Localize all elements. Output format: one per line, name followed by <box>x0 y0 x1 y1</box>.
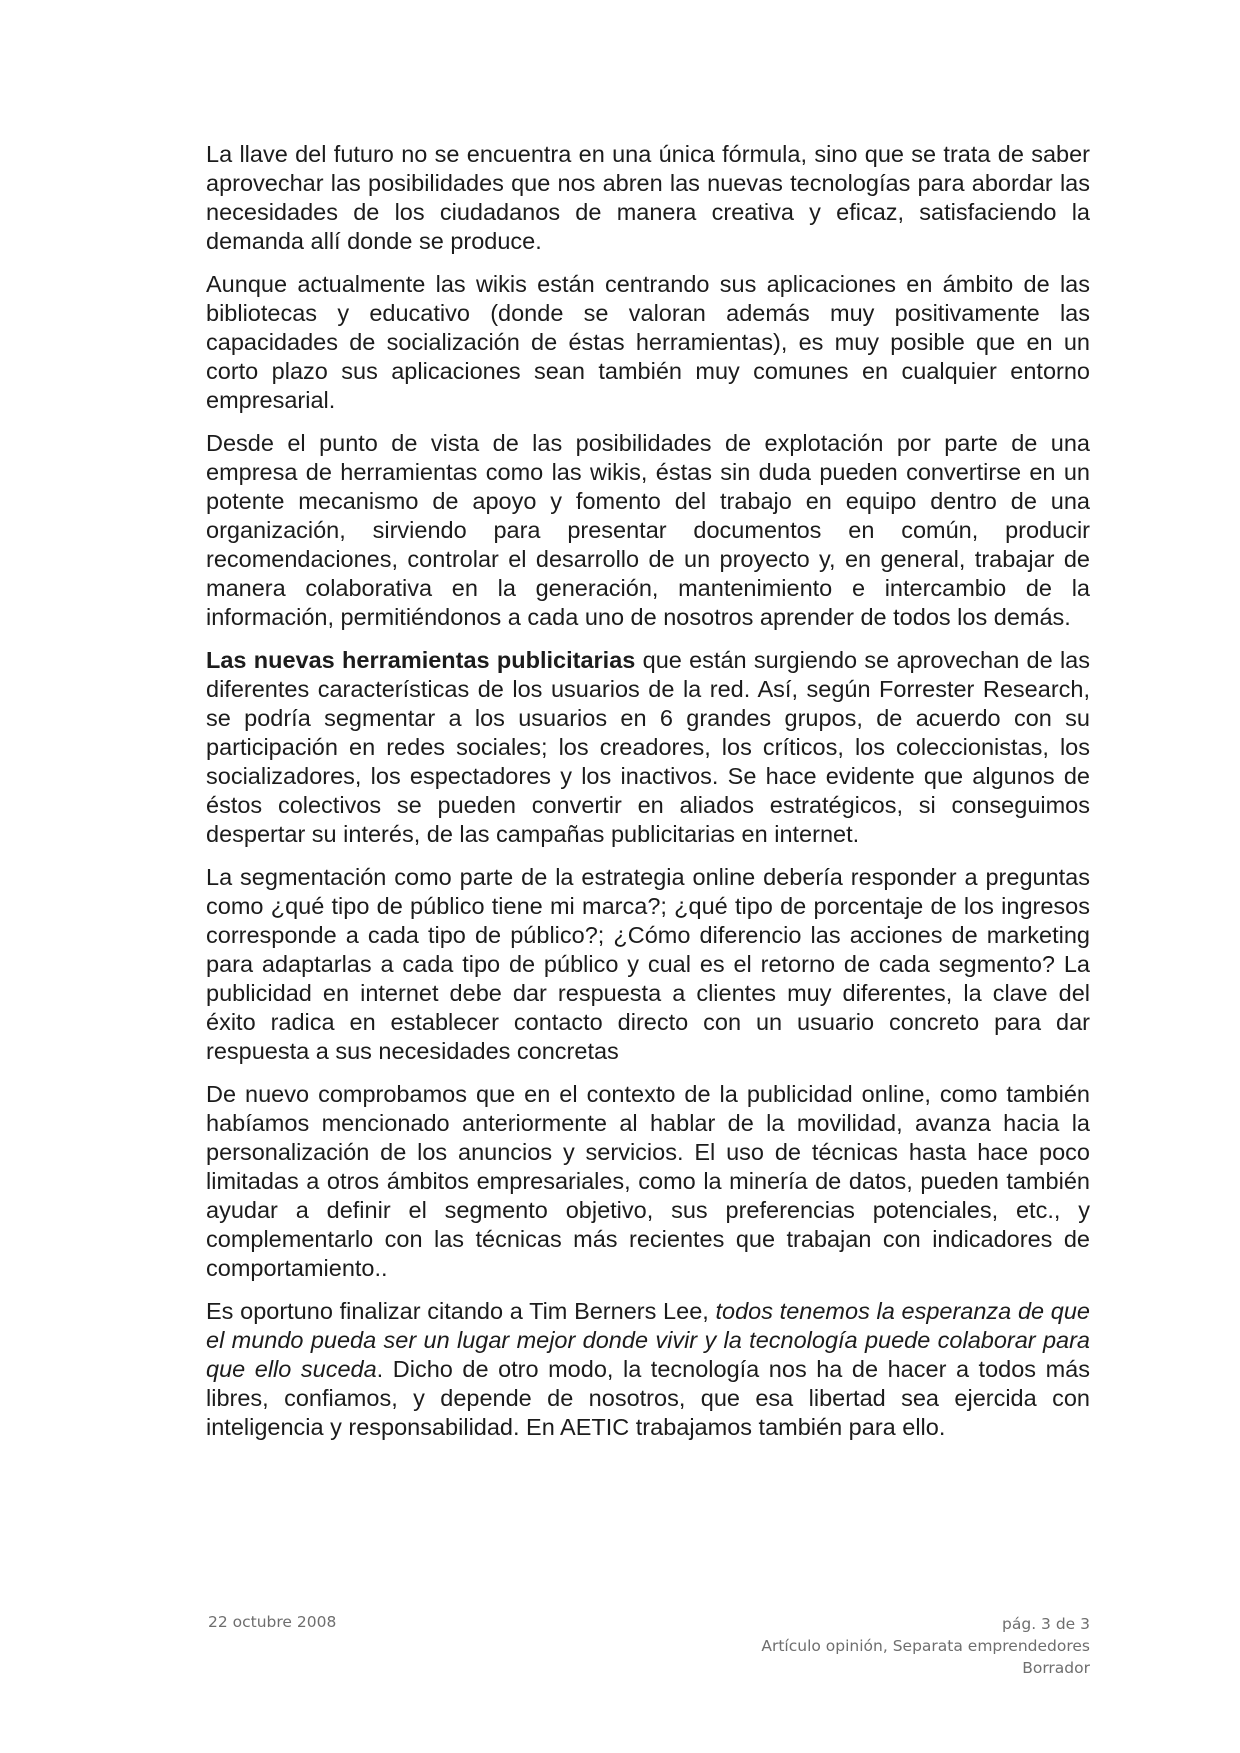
footer-info <box>761 1613 1090 1679</box>
footer-doc-title: Artículo opinión, Separata emprendedores <box>761 1637 1090 1655</box>
conclusion-lead: Es oportuno finalizar citando a Tim Berners Lee, <box>206 1298 716 1324</box>
paragraph-wikis-applications: Aunque actualmente las wikis están centrando sus aplicaciones en ámbito de las bibliotecas y educativo (donde se valoran además muy positivamente las capacidades de socialización de éstas herramientas), es muy posible que en un corto plazo sus aplicaciones sean también muy comunes en cualquier entorno empresarial. <box>206 271 1090 413</box>
footer-date: 22 octubre 2008 <box>208 1613 337 1631</box>
conclusion-tail: . Dicho de otro modo, la tecnología nos ha de hacer a todos más libres, confiamos, y depende de nosotros, que esa libertad sea ejercida con inteligencia y responsabilidad. En AETIC trabajamos también para ello. <box>206 1356 1090 1440</box>
conclusion-quote: todos tenemos la esperanza de que el mundo pueda ser un lugar mejor donde vivir y la tecnología puede colaborar para que ello suceda <box>206 1298 1090 1382</box>
footer-page-number: pág. 3 de 3 <box>1002 1615 1090 1633</box>
bold-lead-advertising: Las nuevas herramientas publicitarias <box>206 647 636 673</box>
document-body <box>206 140 1090 1456</box>
paragraph-segmentation: La segmentación como parte de la estrategia online debería responder a preguntas como ¿qué tipo de público tiene mi marca?; ¿qué tipo de porcentaje de los ingresos corresponde a cada tipo de público?; ¿Cómo diferencio las acciones de marketing para adaptarlas a cada tipo de público y cual es el retorno de cada segmento? La publicidad en internet debe dar respuesta a clientes muy diferentes, la clave del éxito radica en establecer contacto directo con un usuario concreto para dar respuesta a sus necesidades concretas <box>206 864 1090 1064</box>
paragraph-advertising-tools <box>206 646 1090 849</box>
paragraph-advertising-text: que están surgiendo se aprovechan de las diferentes características de los usuarios de la red. Así, según Forrester Research, se podría segmentar a los usuarios en 6 grandes grupos, de acuerdo con su participación en redes sociales; los creadores, los críticos, los coleccionistas, los socializadores, los espectadores y los inactivos. Se hace evidente que algunos de éstos colectivos se pueden convertir en aliados estratégicos, si conseguimos despertar su interés, de las campañas publicitarias en internet. <box>206 647 1090 847</box>
paragraph-future-key: La llave del futuro no se encuentra en una única fórmula, sino que se trata de saber aprovechar las posibilidades que nos abren las nuevas tecnologías para abordar las necesidades de los ciudadanos de manera creativa y eficaz, satisfaciendo la demanda allí donde se produce. <box>206 141 1090 254</box>
paragraph-conclusion <box>206 1297 1090 1442</box>
paragraph-personalization: De nuevo comprobamos que en el contexto de la publicidad online, como también habíamos mencionado anteriormente al hablar de la movilidad, avanza hacia la personalización de los anuncios y servicios. El uso de técnicas hasta hace poco limitadas a otros ámbitos empresariales, como la minería de datos, pueden también ayudar a definir el segmento objetivo, sus preferencias potenciales, etc., y complementarlo con las técnicas más recientes que trabajan con indicadores de comportamiento.. <box>206 1081 1090 1281</box>
footer-status: Borrador <box>1022 1659 1090 1677</box>
paragraph-wikis-business: Desde el punto de vista de las posibilidades de explotación por parte de una empresa de herramientas como las wikis, éstas sin duda pueden convertirse en un potente mecanismo de apoyo y fomento del trabajo en equipo dentro de una organización, sirviendo para presentar documentos en común, producir recomendaciones, controlar el desarrollo de un proyecto y, en general, trabajar de manera colaborativa en la generación, mantenimiento e intercambio de la información, permitiéndonos a cada uno de nosotros aprender de todos los demás. <box>206 430 1090 630</box>
